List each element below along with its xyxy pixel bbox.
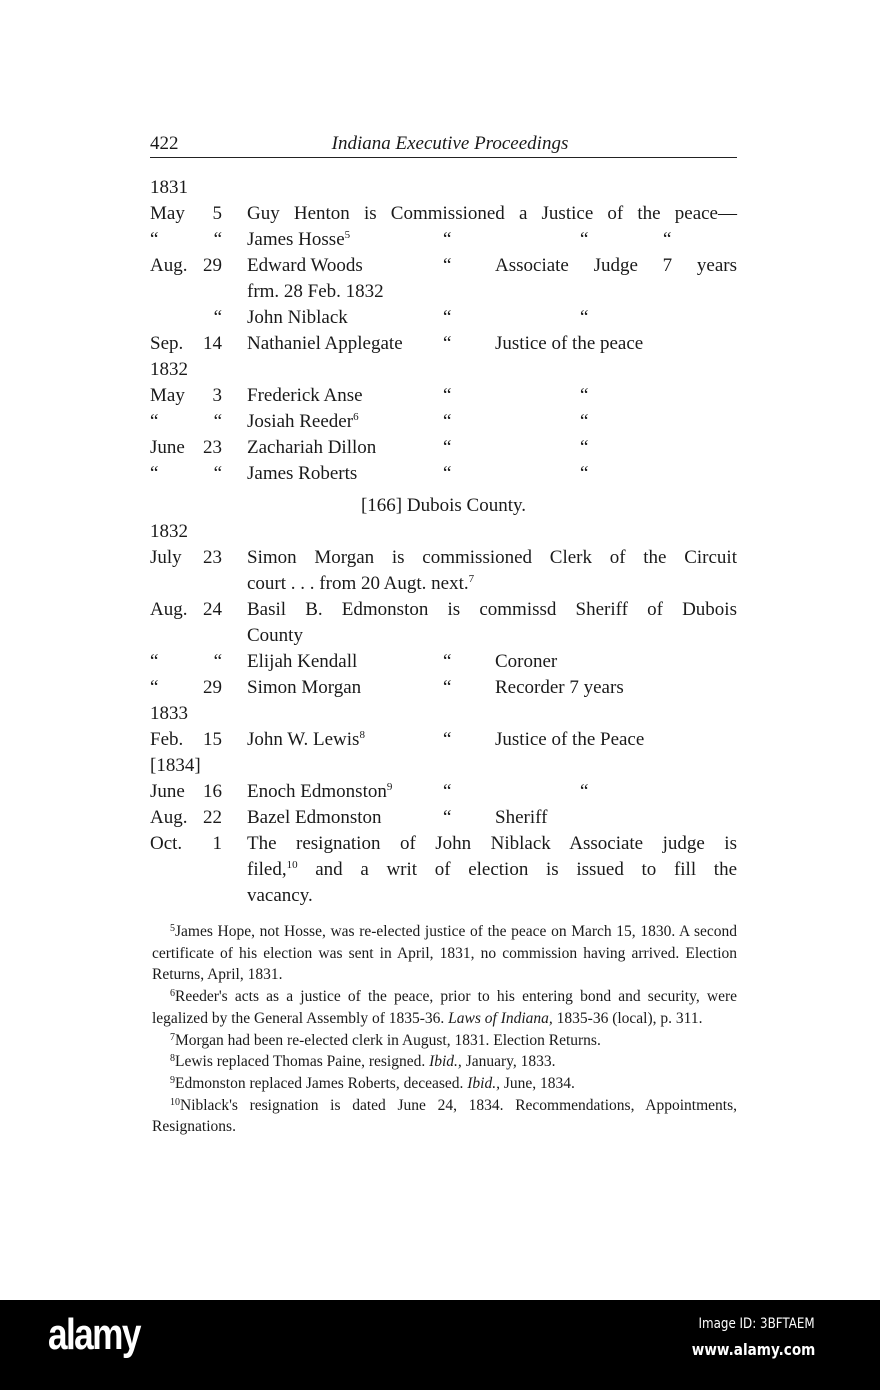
entry-text <box>247 883 737 909</box>
person-name <box>247 779 392 805</box>
office-title: Recorder 7 years <box>495 677 624 698</box>
entry-day: 22 <box>203 807 222 828</box>
register-line <box>0 649 880 675</box>
register-line <box>0 623 880 649</box>
entry-text-part: Basil B. Edmonston is commissd Sheriff of Dubois <box>247 599 737 620</box>
register-line <box>0 461 880 487</box>
footnote-text: Edmonston replaced James Roberts, deceased. <box>175 1074 468 1092</box>
footnote <box>152 1051 737 1073</box>
entry-text-part: Simon Morgan is commissioned Clerk of the Circuit <box>247 547 737 568</box>
register-line <box>0 331 880 357</box>
ditto-mark: “ <box>443 651 452 672</box>
footnote-number: 6 <box>170 988 175 1000</box>
entry-day: 15 <box>203 729 222 750</box>
entry-month: “ <box>150 651 159 672</box>
entry-text <box>247 545 737 571</box>
entry-text-part: frm. 28 Feb. 1832 <box>247 281 384 302</box>
person-name <box>247 675 361 701</box>
footnote-number: 9 <box>170 1074 175 1086</box>
running-title: Indiana Executive Proceedings <box>331 133 569 154</box>
year-heading <box>0 357 880 383</box>
entry-day: 24 <box>203 599 222 620</box>
year-label: 1831 <box>150 177 188 198</box>
footnote-number: 8 <box>170 1053 175 1065</box>
entry-text-part: filed, <box>247 859 287 880</box>
person-name-text: John W. Lewis <box>247 729 360 750</box>
entry-month: Aug. <box>150 807 188 828</box>
entry-month: “ <box>150 677 159 698</box>
entry-month: “ <box>150 463 159 484</box>
year-label: 1832 <box>150 359 188 380</box>
entry-text <box>247 201 737 227</box>
ditto-mark: “ <box>580 385 589 406</box>
entry-text-part: vacancy. <box>247 885 313 906</box>
footnotes <box>152 921 737 1138</box>
ditto-mark: “ <box>443 229 452 250</box>
ditto-mark: “ <box>443 307 452 328</box>
header-rule <box>150 157 737 158</box>
ditto-mark: “ <box>443 807 452 828</box>
entry-day: “ <box>213 463 222 484</box>
person-name <box>247 331 403 357</box>
entry-month: “ <box>150 229 159 250</box>
register-line <box>0 383 880 409</box>
entry-day: 1 <box>212 833 222 854</box>
entry-day: 29 <box>203 677 222 698</box>
ditto-mark: “ <box>443 463 452 484</box>
ditto-mark: “ <box>443 781 452 802</box>
entry-text <box>247 571 737 597</box>
entry-month: June <box>150 437 185 458</box>
entry-text-part: and a writ of election is issued to fill the <box>297 859 737 880</box>
footnote-text: Niblack's resignation is dated June 24, 1834. Recommendations, Appointments, Resignations. <box>152 1096 737 1136</box>
person-name <box>247 383 363 409</box>
year-heading <box>0 753 880 779</box>
footnote-text: January, 1833. <box>461 1053 556 1071</box>
entry-text-part: The resignation of John Niblack Associate judge is <box>247 833 737 854</box>
entry-month: “ <box>150 411 159 432</box>
person-name <box>247 409 359 435</box>
register-line <box>0 305 880 331</box>
person-name-text: James Roberts <box>247 463 358 484</box>
ditto-mark: “ <box>443 677 452 698</box>
entry-month: Oct. <box>150 833 183 854</box>
year-label: 1833 <box>150 703 188 724</box>
office-title: Justice of the peace <box>495 333 644 354</box>
register-line <box>0 227 880 253</box>
entry-month: Aug. <box>150 255 188 276</box>
ditto-mark: “ <box>580 781 589 802</box>
year-heading <box>0 519 880 545</box>
ditto-mark: “ <box>443 729 452 750</box>
person-name <box>247 727 365 753</box>
ditto-mark: “ <box>443 333 452 354</box>
entry-text-part: County <box>247 625 303 646</box>
office-title: Sheriff <box>495 807 548 828</box>
register-line <box>0 597 880 623</box>
register-line <box>0 883 880 909</box>
person-name-text: Edward Woods <box>247 255 363 276</box>
person-name-text: Josiah Reeder <box>247 411 354 432</box>
entry-day: 23 <box>203 547 222 568</box>
person-name-text: Zachariah Dillon <box>247 437 377 458</box>
entry-text-part: court . . . from 20 Augt. next. <box>247 573 469 594</box>
person-name-text: Enoch Edmonston <box>247 781 387 802</box>
register-line <box>0 409 880 435</box>
footnote-text: Ibid., <box>467 1074 500 1092</box>
footnote-text: Reeder's acts as a justice of the peace, prior to his entering bond and security, were legalized by the General Assembly of 1835-36. <box>152 988 737 1027</box>
entry-text <box>247 279 737 305</box>
footnote-text: James Hope, not Hosse, was re-elected justice of the peace on March 15, 1830. A second certificate of his election was sent in April, 1831, no commission having arrived. Election Returns, April, 1831. <box>152 923 737 984</box>
register-line <box>0 435 880 461</box>
register-line <box>0 201 880 227</box>
person-name-text: Nathaniel Applegate <box>247 333 403 354</box>
person-name-text: Simon Morgan <box>247 677 362 698</box>
footnote-text: June, 1834. <box>499 1074 575 1092</box>
entry-day: 14 <box>203 333 222 354</box>
entry-month: Sep. <box>150 333 184 354</box>
entry-text <box>247 597 737 623</box>
footnote <box>152 1095 737 1138</box>
year-heading <box>0 701 880 727</box>
footnote-ref: 7 <box>468 573 475 585</box>
register-line <box>0 545 880 571</box>
entry-day: 23 <box>203 437 222 458</box>
register-line <box>0 253 880 279</box>
register-line <box>0 571 880 597</box>
entry-day: “ <box>213 229 222 250</box>
register-line <box>0 805 880 831</box>
ditto-mark: “ <box>580 437 589 458</box>
footnote <box>152 921 737 986</box>
footnote <box>152 986 737 1029</box>
person-name <box>247 253 363 279</box>
ditto-mark: “ <box>443 411 452 432</box>
person-name-text: Elijah Kendall <box>247 651 358 672</box>
entry-month: Aug. <box>150 599 188 620</box>
ditto-mark: “ <box>663 229 672 250</box>
watermark-url: www.alamy.com <box>691 1340 815 1359</box>
entry-month: May <box>150 385 185 406</box>
year-label: 1832 <box>150 521 188 542</box>
image-id: Image ID: 3BFTAEM <box>698 1316 815 1332</box>
entry-month: June <box>150 781 185 802</box>
ditto-mark: “ <box>443 385 452 406</box>
entry-text <box>247 857 737 883</box>
footnote <box>152 1073 737 1095</box>
office-title: Associate Judge 7 years <box>495 255 737 276</box>
footnote <box>152 1030 737 1052</box>
entry-day: 5 <box>212 203 222 224</box>
commission-register <box>0 175 880 909</box>
ditto-mark: “ <box>580 229 589 250</box>
footnote-ref: 10 <box>286 859 298 871</box>
footnote-text: Ibid., <box>429 1053 462 1071</box>
entry-day: 29 <box>203 255 222 276</box>
section-heading: [166] Dubois County. <box>360 495 527 516</box>
county-heading <box>0 493 880 519</box>
footnote-ref: 5 <box>344 229 351 241</box>
ditto-mark: “ <box>443 437 452 458</box>
footnote-text: Morgan had been re-elected clerk in August, 1831. Election Returns. <box>175 1031 601 1049</box>
year-heading <box>0 175 880 201</box>
footnote-text: 1835-36 (local), p. 311. <box>552 1009 703 1027</box>
person-name <box>247 305 348 331</box>
register-line <box>0 779 880 805</box>
watermark-bar <box>0 1300 880 1390</box>
entry-month: Feb. <box>150 729 184 750</box>
person-name-text: James Hosse <box>247 229 345 250</box>
ditto-mark: “ <box>580 463 589 484</box>
entry-day: “ <box>213 307 222 328</box>
entry-day: 16 <box>203 781 222 802</box>
entry-text <box>247 623 737 649</box>
footnote-ref: 6 <box>353 411 359 423</box>
footnote-ref: 9 <box>386 781 393 793</box>
person-name <box>247 227 350 253</box>
person-name-text: Bazel Edmonston <box>247 807 382 828</box>
person-name <box>247 805 382 831</box>
office-title: Coroner <box>495 651 558 672</box>
entry-month: May <box>150 203 185 224</box>
person-name <box>247 649 357 675</box>
entry-text <box>247 831 737 857</box>
person-name <box>247 461 357 487</box>
footnote-text: Lewis replaced Thomas Paine, resigned. <box>175 1053 430 1071</box>
footnote-text: Laws of Indiana, <box>448 1009 553 1027</box>
register-line <box>0 857 880 883</box>
person-name-text: Frederick Anse <box>247 385 363 406</box>
entry-month: July <box>150 547 182 568</box>
footnote-ref: 8 <box>359 729 365 741</box>
person-name-text: John Niblack <box>247 307 348 328</box>
register-line <box>0 727 880 753</box>
entry-day: 3 <box>212 385 222 406</box>
footnote-number: 10 <box>170 1096 180 1108</box>
register-line <box>0 675 880 701</box>
entry-text-part: Guy Henton is Commissioned a Justice of the peace— <box>247 203 737 224</box>
register-line <box>0 831 880 857</box>
page-number: 422 <box>150 133 179 154</box>
ditto-mark: “ <box>443 255 452 276</box>
year-label: [1834] <box>150 755 201 776</box>
alamy-logo: alamy <box>48 1310 140 1359</box>
footnote-number: 7 <box>170 1031 175 1043</box>
footnote-number: 5 <box>170 923 175 934</box>
person-name <box>247 435 376 461</box>
office-title: Justice of the Peace <box>495 729 645 750</box>
register-line <box>0 279 880 305</box>
ditto-mark: “ <box>580 307 589 328</box>
entry-day: “ <box>213 411 222 432</box>
ditto-mark: “ <box>580 411 589 432</box>
entry-day: “ <box>213 651 222 672</box>
